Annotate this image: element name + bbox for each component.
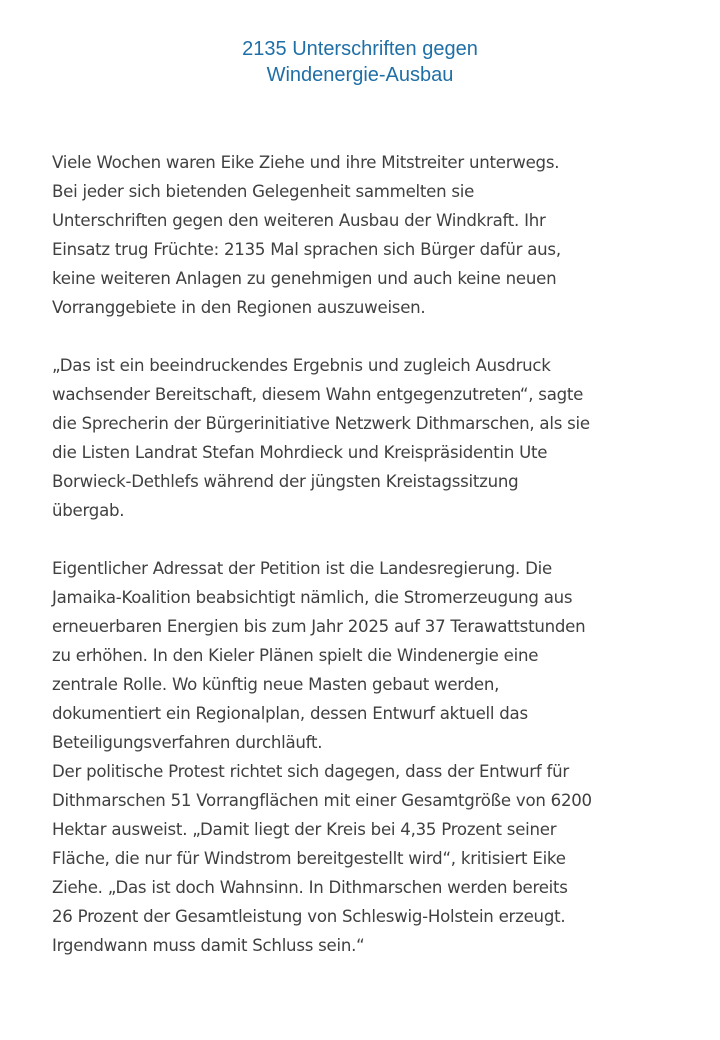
text-line: keine weiteren Anlagen zu genehmigen und auch keine neuen — [52, 269, 557, 288]
text-line: Der politische Protest richtet sich dagegen, dass der Entwurf für — [52, 762, 569, 781]
text-line: Fläche, die nur für Windstrom bereitgestellt wird“, kritisiert Eike — [52, 849, 566, 868]
paragraph-2 — [52, 351, 712, 525]
text-line: Unterschriften gegen den weiteren Ausbau der Windkraft. Ihr — [52, 211, 546, 230]
text-line: zu erhöhen. In den Kieler Plänen spielt die Windenergie eine — [52, 646, 539, 665]
article-title — [0, 36, 720, 88]
paragraph-spacer — [52, 322, 712, 351]
text-line: übergab. — [52, 501, 125, 520]
article-body — [52, 148, 712, 960]
text-line: Hektar ausweist. „Damit liegt der Kreis bei 4,35 Prozent seiner — [52, 820, 557, 839]
article-title-line: 2135 Unterschriften gegen — [242, 38, 478, 60]
paragraph-1 — [52, 148, 712, 322]
text-line: die Listen Landrat Stefan Mohrdieck und Kreispräsidentin Ute — [52, 443, 548, 462]
text-line: Viele Wochen waren Eike Ziehe und ihre Mitstreiter unterwegs. — [52, 153, 560, 172]
text-line: die Sprecherin der Bürgerinitiative Netzwerk Dithmarschen, als sie — [52, 414, 590, 433]
text-line: Irgendwann muss damit Schluss sein.“ — [52, 936, 365, 955]
text-line: 26 Prozent der Gesamtleistung von Schleswig-Holstein erzeugt. — [52, 907, 566, 926]
text-line: Eigentlicher Adressat der Petition ist die Landesregierung. Die — [52, 559, 552, 578]
text-line: Ziehe. „Das ist doch Wahnsinn. In Dithmarschen werden bereits — [52, 878, 568, 897]
text-line: „Das ist ein beeindruckendes Ergebnis und zugleich Ausdruck — [52, 356, 551, 375]
text-line: Beteiligungsverfahren durchläuft. — [52, 733, 323, 752]
text-line: Borwieck-Dethlefs während der jüngsten Kreistagssitzung — [52, 472, 519, 491]
text-line: Bei jeder sich bietenden Gelegenheit sammelten sie — [52, 182, 475, 201]
text-line: Jamaika-Koalition beabsichtigt nämlich, die Stromerzeugung aus — [52, 588, 573, 607]
text-line: wachsender Bereitschaft, diesem Wahn entgegenzutreten“, sagte — [52, 385, 584, 404]
paragraph-3 — [52, 554, 712, 960]
paragraph-spacer — [52, 525, 712, 554]
text-line: erneuerbaren Energien bis zum Jahr 2025 auf 37 Terawattstunden — [52, 617, 586, 636]
text-line: Vorranggebiete in den Regionen auszuweisen. — [52, 298, 426, 317]
text-line: zentrale Rolle. Wo künftig neue Masten gebaut werden, — [52, 675, 500, 694]
text-line: Dithmarschen 51 Vorrangflächen mit einer Gesamtgröße von 6200 — [52, 791, 592, 810]
article-title-line: Windenergie-Ausbau — [266, 64, 454, 86]
text-line: dokumentiert ein Regionalplan, dessen Entwurf aktuell das — [52, 704, 528, 723]
text-line: Einsatz trug Früchte: 2135 Mal sprachen sich Bürger dafür aus, — [52, 240, 561, 259]
